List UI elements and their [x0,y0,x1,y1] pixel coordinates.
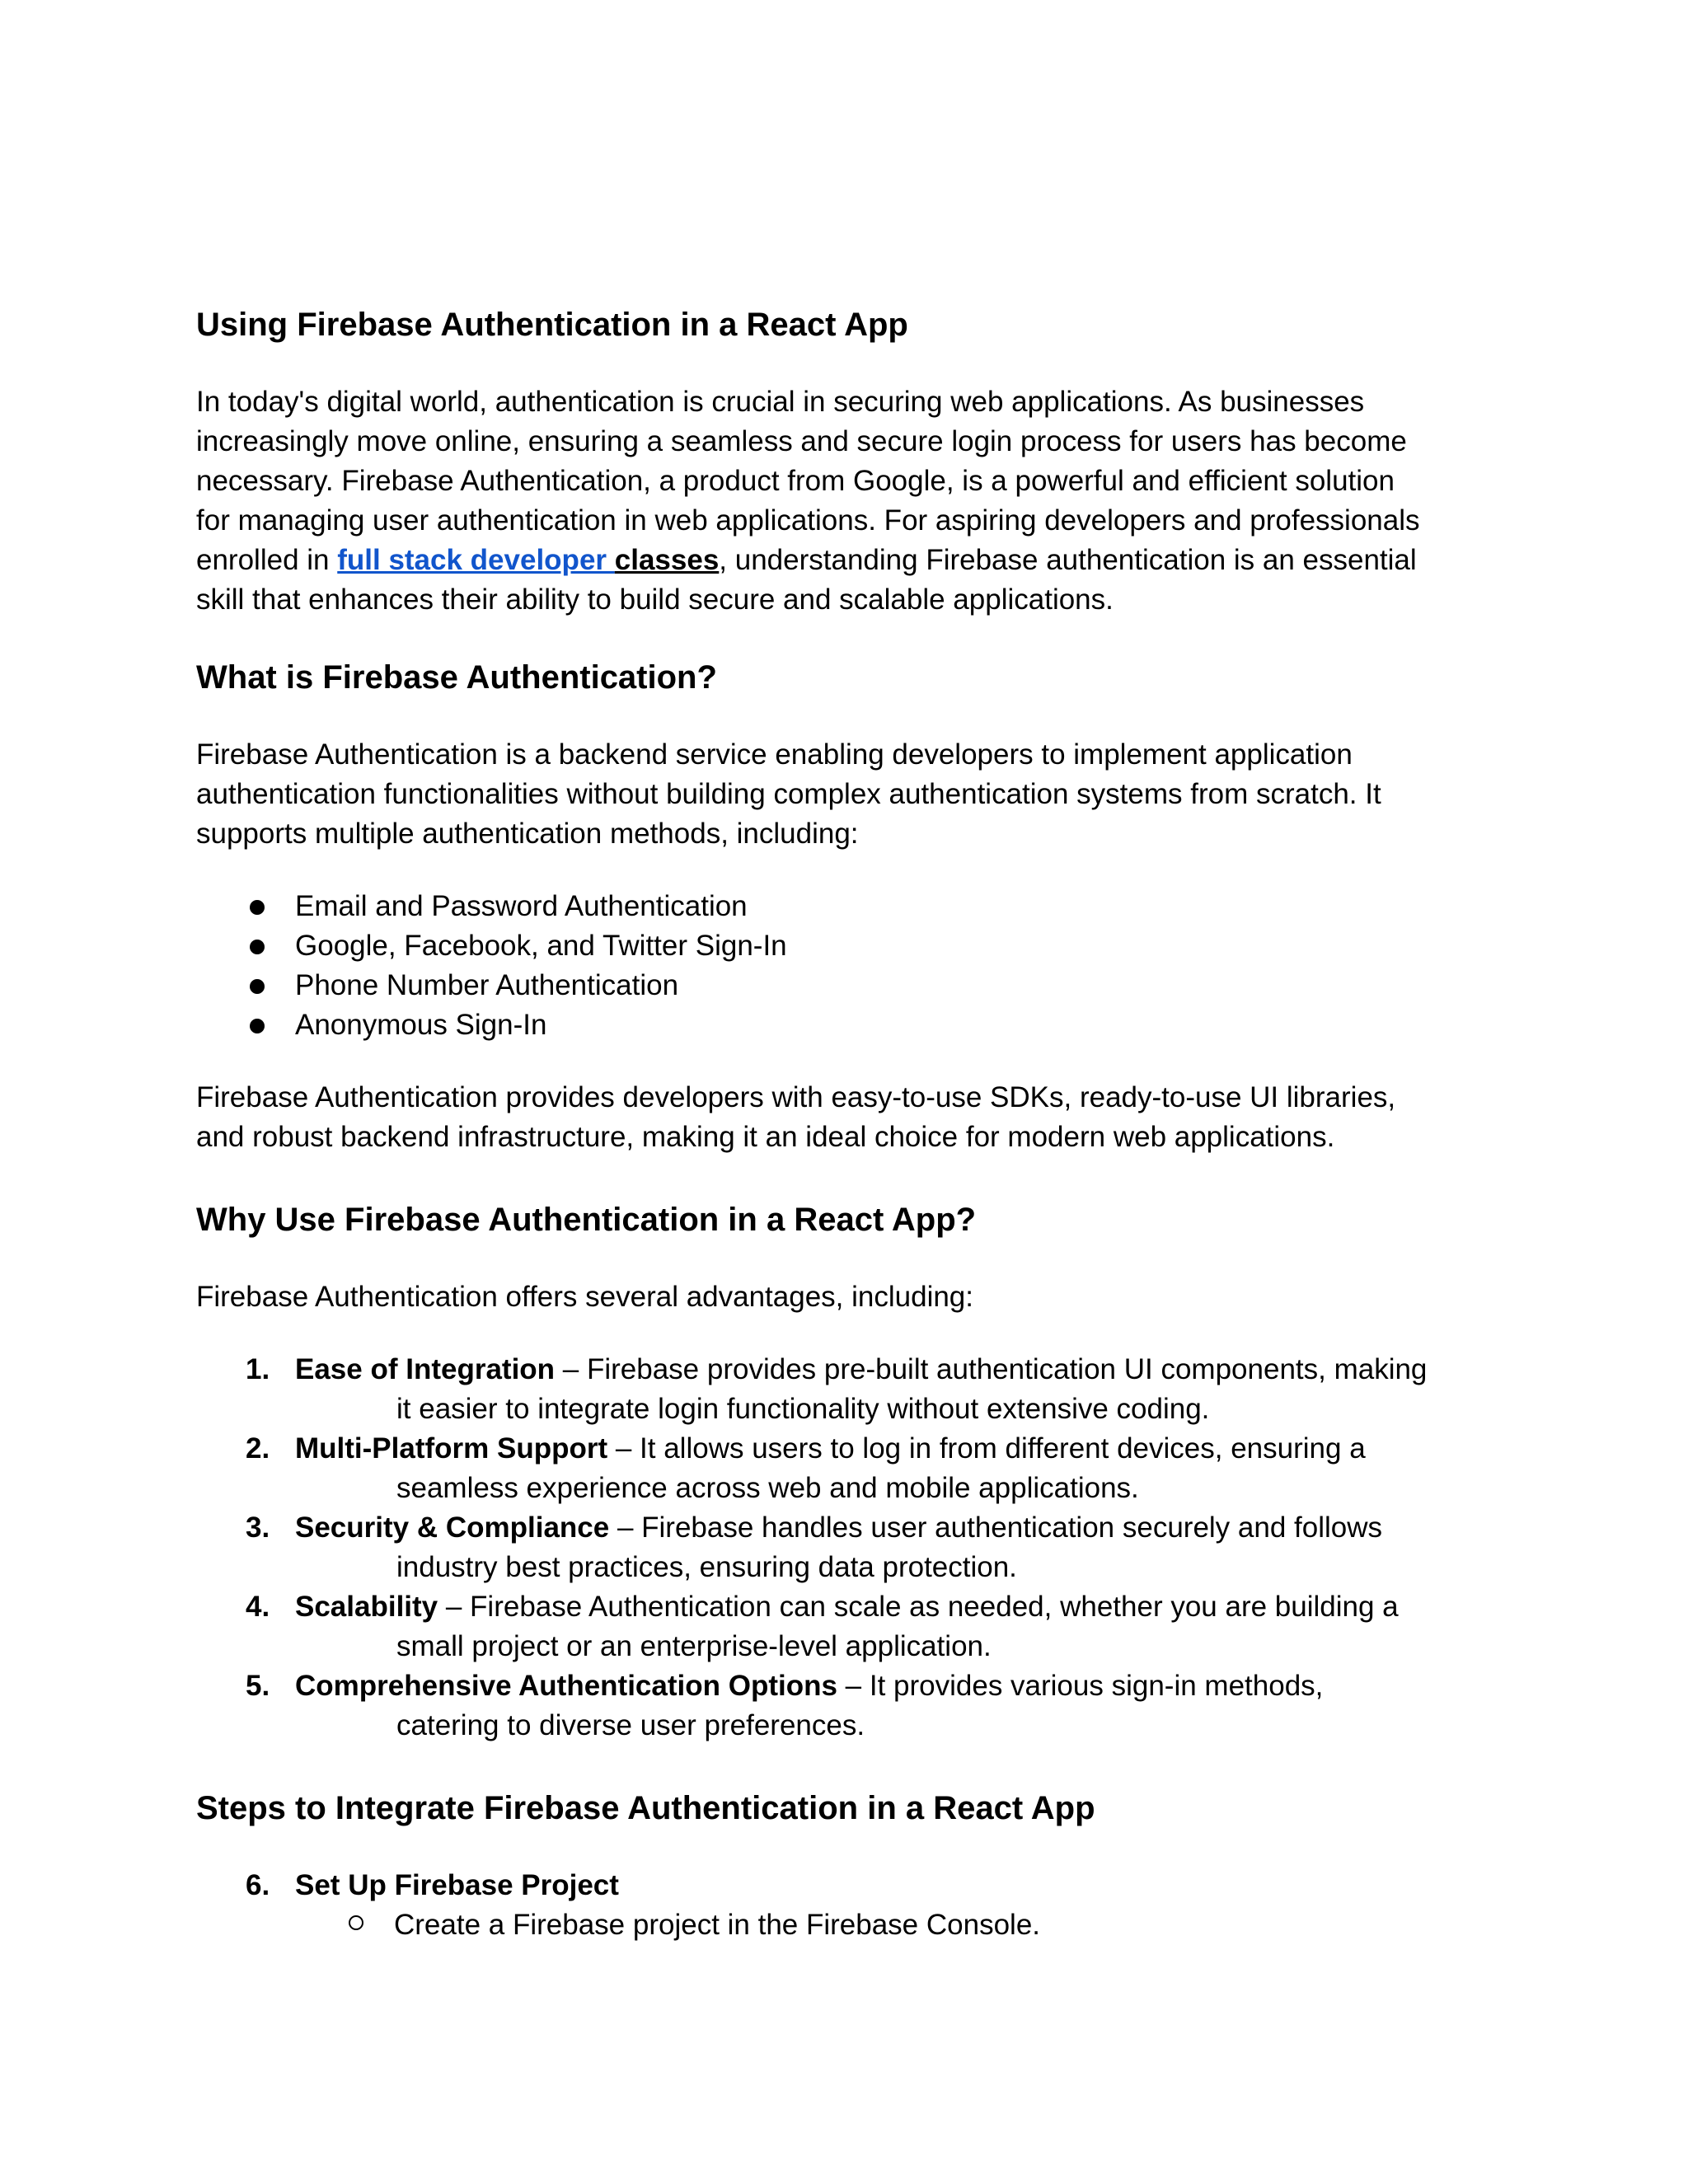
intro-line: increasingly move online, ensuring a seamless and secure login process for users has become [196,425,1407,457]
classes-link-text[interactable]: classes [614,544,720,576]
item-continuation: it easier to integrate login functionality without extensive coding. [396,1393,1210,1425]
intro-line: for managing user authentication in web applications. For aspiring developers and professionals [196,504,1420,537]
list-item [196,887,1498,926]
bullet-icon [250,1019,265,1033]
document-page [196,305,1498,1945]
section-heading-what: What is Firebase Authentication? [196,659,717,696]
bullet-icon [250,900,265,915]
sub-list-item [196,1905,1498,1945]
list-item [196,1666,1498,1746]
full-stack-developer-link[interactable]: full stack developer [337,544,615,576]
step-title: Set Up Firebase Project [295,1869,619,1901]
advantages-list [196,1350,1498,1746]
what-line: authentication functionalities without building complex authentication systems from scratch. It [196,778,1381,810]
what-line: and robust backend infrastructure, making it an ideal choice for modern web applications. [196,1121,1335,1153]
intro-line: skill that enhances their ability to build secure and scalable applications. [196,583,1114,616]
what-paragraph-2 [196,1078,1498,1157]
intro-paragraph [196,382,1498,620]
section-heading-why: Why Use Firebase Authentication in a React App? [196,1202,977,1238]
list-number: 1. [246,1353,270,1385]
sub-list-item-text: Create a Firebase project in the Firebase Console. [394,1909,1041,1941]
item-text: – Firebase handles user authentication securely and follows [609,1511,1383,1544]
bullet-icon [250,979,265,994]
item-title: Security & Compliance [295,1511,610,1544]
list-number: 2. [246,1432,270,1465]
list-item [196,1350,1498,1429]
what-line: supports multiple authentication methods, including: [196,818,859,850]
why-intro: Firebase Authentication offers several advantages, including: [196,1281,974,1313]
item-title: Ease of Integration [295,1353,556,1385]
list-number: 5. [246,1670,270,1702]
list-number: 3. [246,1511,270,1544]
item-continuation: small project or an enterprise-level application. [396,1630,992,1662]
steps-list [196,1866,1498,1905]
list-item [196,1005,1498,1045]
list-number: 6. [246,1869,270,1901]
list-item [196,1587,1498,1666]
what-paragraph [196,735,1498,854]
item-continuation: industry best practices, ensuring data protection. [396,1551,1017,1583]
hollow-bullet-icon [349,1915,363,1930]
intro-line-text: , understanding Firebase authentication is an essential [719,544,1417,576]
what-line: Firebase Authentication provides developers with easy-to-use SDKs, ready-to-use UI libraries, [196,1081,1396,1113]
list-item-text: Anonymous Sign-In [295,1009,547,1041]
list-item [196,966,1498,1005]
list-item-text: Email and Password Authentication [295,890,748,922]
intro-line: In today's digital world, authentication is crucial in securing web applications. As businesses [196,386,1365,418]
page-title: Using Firebase Authentication in a React App [196,307,908,343]
list-item-text: Google, Facebook, and Twitter Sign-In [295,930,787,962]
list-item [196,926,1498,966]
item-continuation: seamless experience across web and mobile applications. [396,1472,1139,1504]
list-item [196,1866,1498,1905]
item-title: Comprehensive Authentication Options [295,1670,837,1702]
item-text: – Firebase provides pre-built authentication UI components, making [555,1353,1428,1385]
item-text: – It allows users to log in from different devices, ensuring a [607,1432,1366,1465]
list-item [196,1508,1498,1587]
item-title: Multi-Platform Support [295,1432,608,1465]
intro-line-text: enrolled in [196,544,338,576]
bullet-icon [250,940,265,954]
what-line: Firebase Authentication is a backend service enabling developers to implement application [196,738,1353,771]
list-item-text: Phone Number Authentication [295,969,679,1001]
auth-methods-list [196,887,1498,1045]
list-item [196,1429,1498,1508]
item-title: Scalability [295,1591,438,1623]
item-text: – Firebase Authentication can scale as needed, whether you are building a [438,1591,1399,1623]
item-continuation: catering to diverse user preferences. [396,1709,865,1741]
list-number: 4. [246,1591,270,1623]
item-text: – It provides various sign-in methods, [837,1670,1324,1702]
intro-line: necessary. Firebase Authentication, a product from Google, is a powerful and efficient solution [196,465,1395,497]
section-heading-steps: Steps to Integrate Firebase Authentication in a React App [196,1790,1095,1826]
